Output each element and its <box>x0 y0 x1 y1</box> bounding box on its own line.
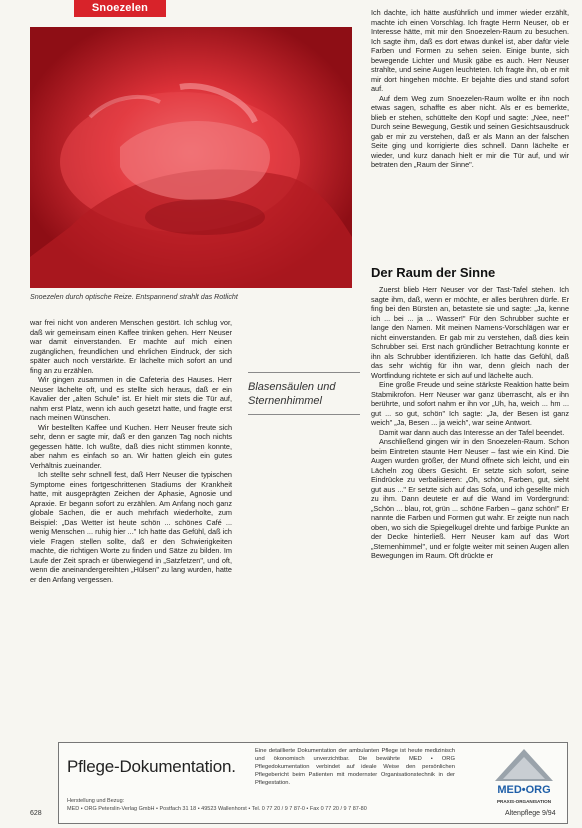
advertisement <box>58 742 568 824</box>
ad-description: Eine detaillierte Dokumentation der ambulanten Pflege ist heute medizinisch und ökonomisch unverzichtbar. Die bewährte MED • ORG Pflegedokumentation verbindet auf ideale Weise den persönlichen Pflegebericht beim Patienten mit modernster Organisationstechnik in der Pflegestation. <box>255 748 455 786</box>
column-right-top <box>371 8 569 170</box>
paragraph: Ich dachte, ich hätte ausführlich und immer wieder erzählt, machte ich einen Vorschlag. Ich fragte Herrn Neuser, ob er Interesse hätte, mit mir den Snoezelen-Raum zu besuchen. Ich sagte ihm, daß es dort etwas dunkel ist, aber dafür viele Farben und Formen zu sehen seien. Einige bunte, sich bewegende Lichter und Musik gäbe es auch. Herr Neuser strahlte, und seine Augen leuchteten. Ich fragte ihn, ob er mit mir dort hingehen möchte. Er bejahte dies und stand sofort auf. <box>371 8 569 93</box>
paragraph: Wir bestellten Kaffee und Kuchen. Herr Neuser freute sich sehr, denn er sagte mir, daß er den ganzen Tag noch nichts gegessen hätte. Ich wußte, daß dies nicht stimmen konnte, aber nahm es einfach so an. Wir hatten gleich ein gutes Verhältnis zueinander. <box>30 422 232 470</box>
ad-publisher-address: MED • ORG Peterslin-Verlag GmbH • Postfach 31 18 • 49523 Wallenhorst • Tel. 0 77 20 / 9 7 87-0 • Fax 0 77 20 / 9 7 87-80 <box>67 806 367 812</box>
ad-title: Pflege-Dokumentation. <box>67 757 236 776</box>
journal-issue: Altenpflege 9/94 <box>505 810 556 817</box>
paragraph: Zuerst blieb Herr Neuser vor der Tast-Tafel stehen. Ich sagte ihm, daß, wenn er möchte, er alles berühren dürfe. Er fing bei den Bürsten an, betastete sie und sagte: „Ja, kenne ich ... bei ... ja ... Wasser!" Für den Schrubber suchte er lange den Namen. Mit meinen Namens-Vorschlägen war er nicht einverstanden. Er gab mir zu verstehen, daß dies kein Schrubber sei. Erst nach gründlicher Betrachtung konnte er ihn als Schrubber identifizieren. Ich hatte das Gefühl, daß das sehr wichtig für ihn war, denn gleich nach der Wortfindung richtete er sich auf und lächelte auch. <box>371 285 569 380</box>
paragraph: war frei nicht von anderen Menschen gestört. Ich schlug vor, daß wir gemeinsam einen Kaffee trinken gehen. Herr Neuser war damit einverstanden. Er machte auf mich einen zugänglichen, freundlichen und ehrlichen Eindruck, der sich später auch noch verstärkte. Er lächelte mich sofort an und fing an zu erzählen. <box>30 318 232 375</box>
paragraph: Eine große Freude und seine stärkste Reaktion hatte beim Stabmikrofon. Herr Neuser war ganz überrascht, als er ihn berührte, und sofort nahm er ihn vor „Uh, ha, weich ... hm ... gut ... so gut, schön" Ich sagte: „Ja, der Besen ist ganz weich" „Ja, Besen ... ja weich", war seine Antwort. <box>371 380 569 427</box>
section-tag: Snoezelen <box>74 0 166 17</box>
page-number: 628 <box>30 810 42 817</box>
section-heading: Der Raum der Sinne <box>371 265 496 280</box>
article-photo <box>30 27 352 288</box>
ad-publisher-label: Herstellung und Bezug: <box>67 798 125 804</box>
paragraph: Anschließend gingen wir in den Snoezelen-Raum. Schon beim Eintreten staunte Herr Neuser – fast wie ein Kind. Die Augen wurden größer, der Mund öffnete sich leicht, und ein Lächeln zog übers Gesicht. Er setzte sich sofort, seine Eindrücke zu verbalisieren: „Oh, schön, Farben, gut, sieht gut aus ..." Er setzte sich auf das Sofa, und ich gesellte mich zu ihm. Dann deutete er auf die Wand im Vordergrund: „Schön ... blau, rot, grün ... schöne Farben – ganz schön!" Er nannte die Farben und Formen gut wahr. Er zeigte nun nach oben, wo sich die Spiegelkugel drehte und farbige Punkte an der Decke hinterließ. Herr Neuser kam auf das Wort „Sternenhimmel", und er folgte weiter mit seinen Augen allen Bewegungen im Raum. Oft drückte er <box>371 437 569 560</box>
paragraph: Auf dem Weg zum Snoezelen-Raum wollte er ihn noch etwas sagen, schaffte es aber nicht. Als er es bemerkte, blieb er stehen, schüttelte den Kopf und sagte: „Nee, nee!" Durch seine Bewegung, Gestik und seinen Gesichtsausdruck gab er mir zu verstehen, daß er als Mann an der falschen Seite ging und korrigierte dies schnell. Dann lächelte er wieder, und kurz danach hielt er mir die Tür auf, und wir betraten den „Raum der Sinne". <box>371 93 569 169</box>
pull-quote: Blasensäulen und Sternenhimmel <box>248 381 336 407</box>
paragraph: Ich stellte sehr schnell fest, daß Herr Neuser die typischen Symptome eines fortgeschrittenen Stadiums der Krankheit hatte, mit ausgeprägten Zeichen der Aphasie, Agnosie und Apraxie. Er begann sofort zu erzählen. Am Anfang noch ganz globale Sachen, die er auch mehrfach wiederholte, zum Beispiel: „Das Wetter ist heute schön ... schönes Café ... wenig Menschen ... ruhig hier ..." Ich hatte das Gefühl, daß ich viele Fragen stellen sollte, daß er den Schwierigkeiten machte, die richtigen Worte zu finden und Sätze zu bilden. Im Laufe der Zeit sprach er überwiegend in „Satzfetzen", und oft, wenn die aneinandergereihten „Hülsen" zu lang wurden, hatte er den Anfang vergessen. <box>30 470 232 584</box>
column-left <box>30 318 232 584</box>
photo-caption: Snoezelen durch optische Reize. Entspannend strahlt das Rotlicht <box>30 293 238 301</box>
logo-text: MED•ORG <box>497 784 551 796</box>
paragraph: Damit war dann auch das Interesse an der Tafel beendet. <box>379 427 565 437</box>
pull-quote-rule-bottom <box>248 414 360 415</box>
paragraph: Wir gingen zusammen in die Cafeteria des Hauses. Herr Neuser lächelte oft, und es stellte sich heraus, daß er ein Kavalier der „alten Schule" ist. Er hielt mir stets die Tür auf, nahm erst Platz, wenn ich auch gesetzt hatte, und fragte erst nach meinen Wünschen. <box>30 375 232 422</box>
logo-subtitle: PRAXIS-ORGANISATION <box>496 799 552 804</box>
column-right-bottom <box>371 285 569 561</box>
med-org-logo <box>487 747 561 809</box>
photo-image <box>30 27 352 288</box>
pull-quote-rule-top <box>248 372 360 373</box>
